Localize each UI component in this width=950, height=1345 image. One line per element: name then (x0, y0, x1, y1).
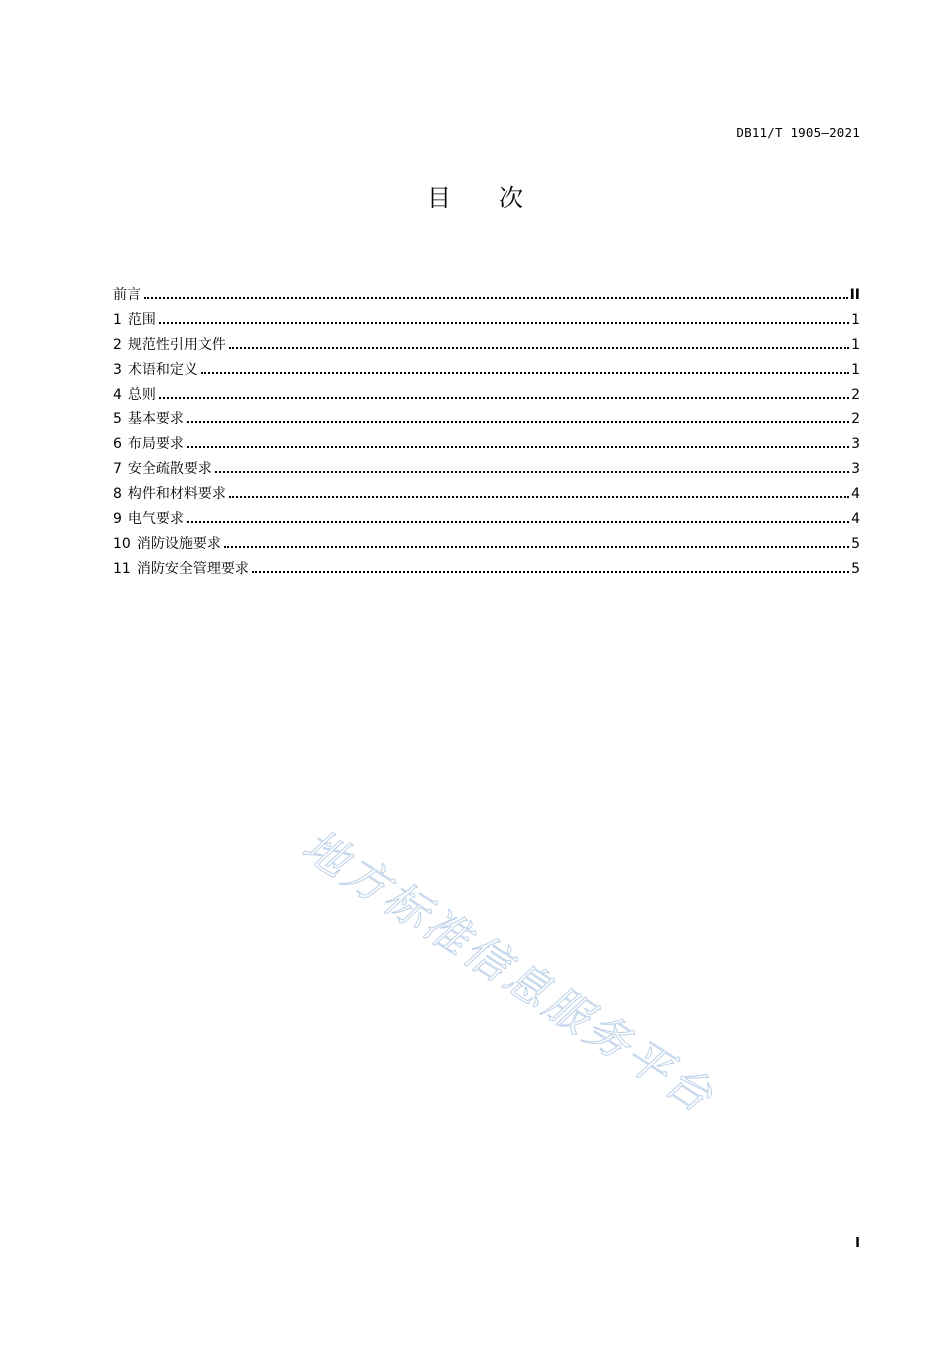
toc-row-11[interactable] (113, 560, 860, 585)
toc-label: 前言 (113, 287, 141, 303)
toc-section-number: 7 (113, 461, 122, 478)
toc-label: 消防设施要求 (136, 535, 221, 552)
toc-row-1[interactable] (113, 311, 860, 336)
toc-page-number: 5 (851, 560, 860, 577)
toc-dot-leader (187, 446, 849, 448)
toc-dot-leader (215, 471, 849, 473)
toc-page-number: 3 (851, 461, 860, 478)
toc-section-number: 10 (113, 535, 131, 552)
toc-dot-leader (229, 347, 849, 349)
toc-label: 总则 (127, 386, 156, 403)
toc-page-number: 1 (851, 336, 860, 353)
toc-page-number: 1 (851, 361, 860, 378)
toc-section-number: 9 (113, 511, 122, 528)
toc-row-7[interactable] (113, 460, 860, 485)
page-number: I (855, 1236, 860, 1251)
toc-label: 安全疏散要求 (127, 461, 212, 478)
toc-row-5[interactable] (113, 410, 860, 435)
toc-dot-leader (159, 397, 849, 399)
toc-row-3[interactable] (113, 361, 860, 386)
toc-section-number: 5 (113, 411, 122, 428)
toc-row-2[interactable] (113, 336, 860, 361)
toc-dot-leader (144, 297, 848, 299)
toc-row-4[interactable] (113, 386, 860, 411)
toc-row-10[interactable] (113, 535, 860, 560)
toc-dot-leader (252, 571, 849, 573)
toc-page-number: 2 (851, 386, 860, 403)
toc-page-number: 1 (851, 311, 860, 328)
toc-label: 规范性引用文件 (127, 336, 226, 353)
toc-label: 术语和定义 (127, 361, 198, 378)
document-code: DB11/T 1905—2021 (736, 125, 860, 140)
toc-page-number: 4 (851, 486, 860, 503)
toc-title: 目次 (427, 184, 571, 212)
toc-dot-leader (229, 496, 849, 498)
toc-page-number: 3 (851, 436, 860, 453)
watermark-text: 地方标准信息服务平台 (293, 820, 724, 1125)
toc-dot-leader (224, 546, 849, 548)
toc-dot-leader (187, 521, 849, 523)
toc-page-number: II (849, 287, 860, 303)
toc-section-number: 4 (113, 386, 122, 403)
toc-page-number: 5 (851, 535, 860, 552)
toc-row-foreword[interactable] (113, 286, 860, 311)
table-of-contents (113, 286, 860, 585)
toc-section-number: 8 (113, 486, 122, 503)
toc-section-number: 1 (113, 311, 122, 328)
toc-page-number: 2 (851, 411, 860, 428)
toc-label: 电气要求 (127, 511, 184, 528)
toc-section-number: 3 (113, 361, 122, 378)
toc-page-number: 4 (851, 511, 860, 528)
toc-section-number: 6 (113, 436, 122, 453)
toc-section-number: 11 (113, 560, 131, 577)
toc-row-9[interactable] (113, 510, 860, 535)
toc-label: 范围 (127, 311, 156, 328)
toc-dot-leader (201, 372, 849, 374)
toc-label: 基本要求 (127, 411, 184, 428)
toc-label: 布局要求 (127, 436, 184, 453)
toc-section-number: 2 (113, 336, 122, 353)
toc-dot-leader (159, 322, 849, 324)
toc-label: 消防安全管理要求 (136, 560, 249, 577)
toc-label: 构件和材料要求 (127, 486, 226, 503)
toc-row-6[interactable] (113, 435, 860, 460)
toc-dot-leader (187, 421, 849, 423)
toc-row-8[interactable] (113, 485, 860, 510)
